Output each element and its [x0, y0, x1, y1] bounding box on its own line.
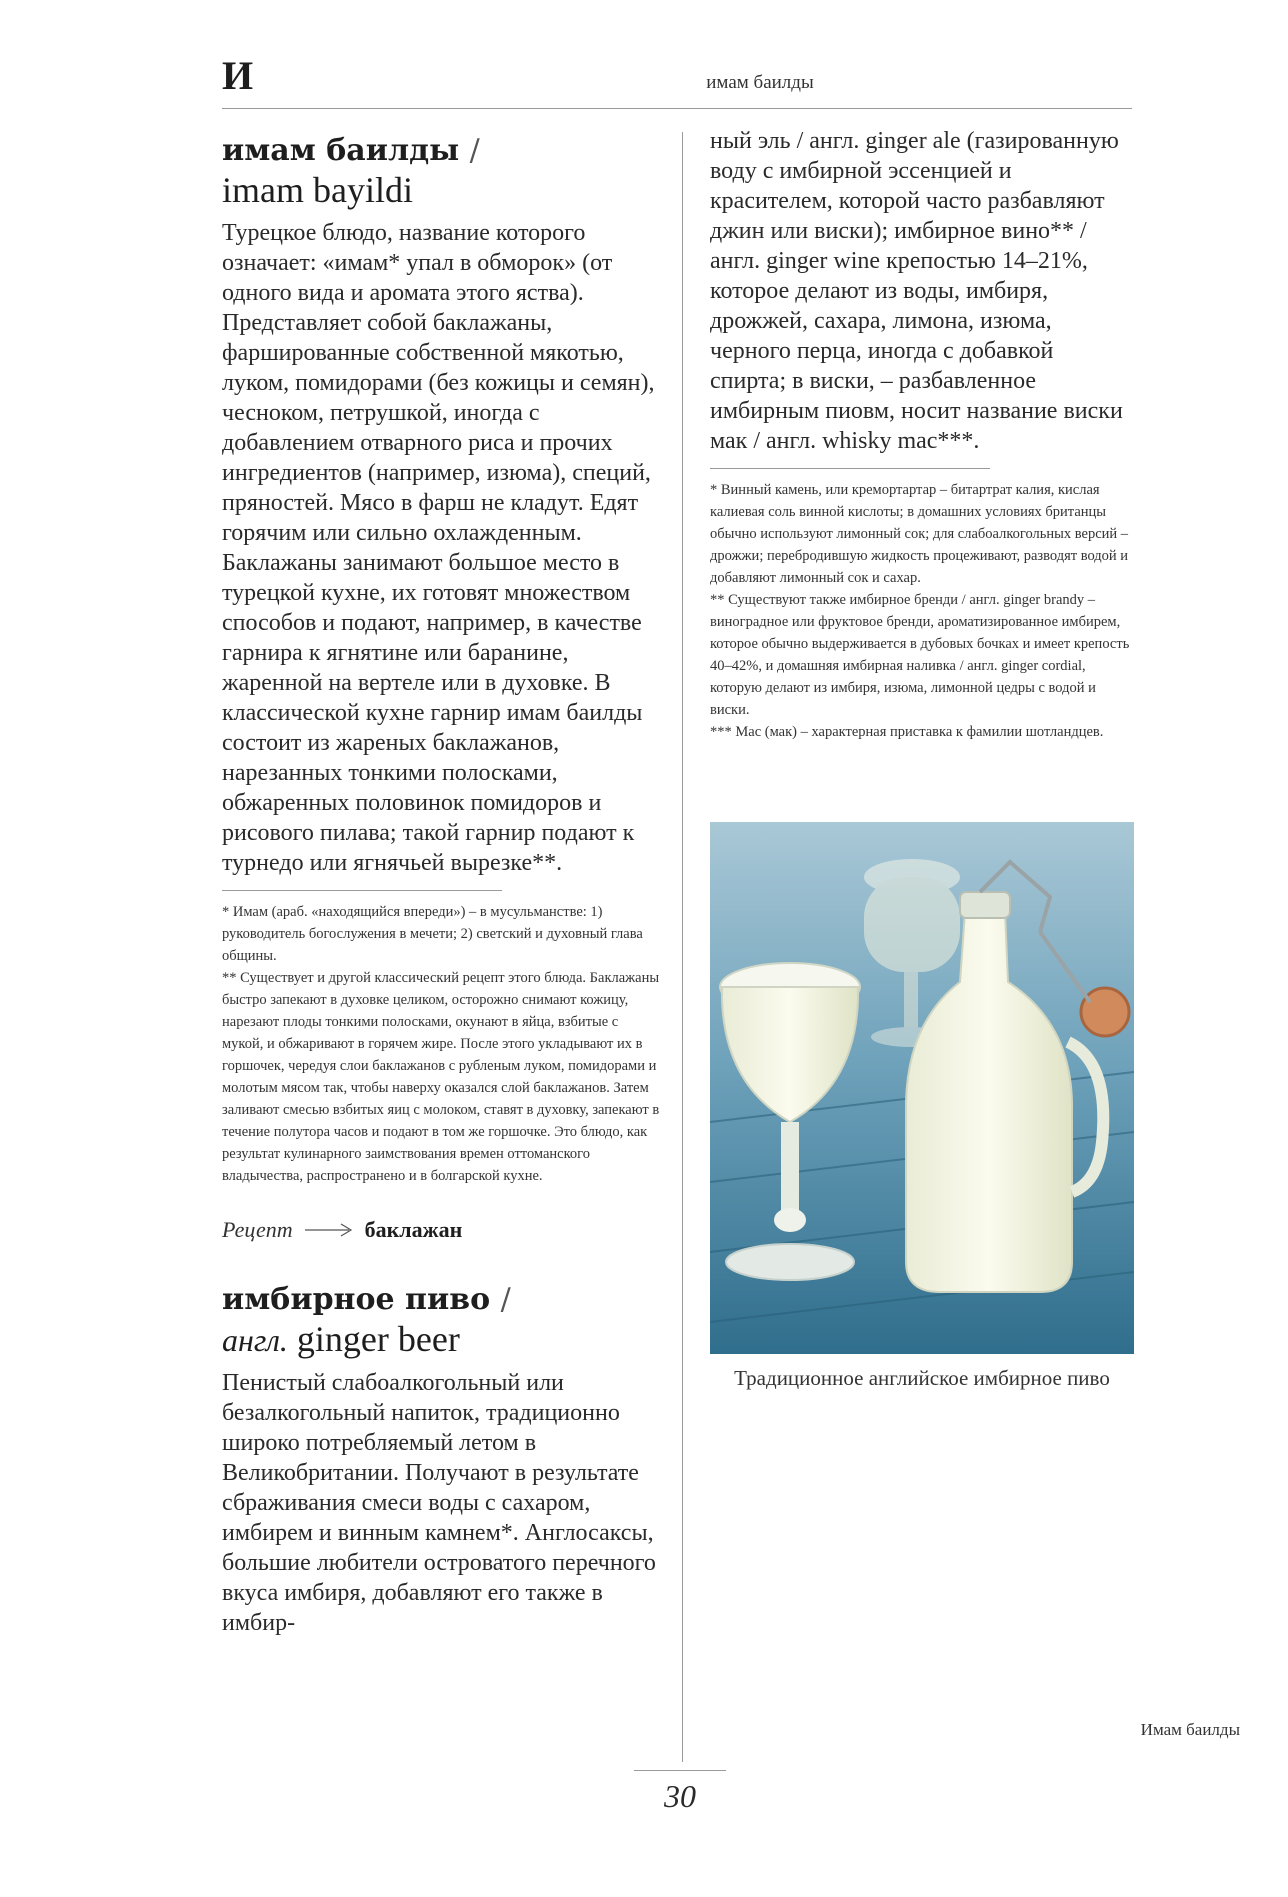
recipe-label: Рецепт [222, 1217, 293, 1242]
page-number: 30 [664, 1778, 696, 1814]
language-abbrev: англ. [222, 1322, 288, 1358]
photo-caption: Традиционное английское имбирное пиво [734, 1366, 1110, 1390]
section-letter: И [222, 53, 254, 98]
entry-body: Турецкое блюдо, название которого означает: «имам* упал в обморок» (от одного вида и аромата этого яства). Представляет собой баклажаны, фаршированные собственной мякотью, луком, помидорами (без кожицы и семян), чесноком, петрушкой, иногда с добавлением отварного риса и прочих ингредиентов (например, изюма), специй, пряностей. Мясо в фарш не кладут. Едят горячим или сильно охлажденным. Баклажаны занимают большое место в турецкой кухне, их готовят множеством способов и подают, например, в качестве гарнира к ягнятине или баранине, жаренной на вертеле или в духовке. В классической кухне гарнир имам баилды состоит из жареных баклажанов, нарезанных тонкими полосками, обжаренных половинок помидоров и рисового пилава; такой гарнир подают к турнедо или ягнячьей вырезке**. [222, 220, 655, 876]
footnote: * Винный камень, или кремортартар – битартрат калия, кислая калиевая соль винной кислоты; в домашних условиях британцы обычно используют лимонный сок; для слабоалкогольных версий – дрожжи; перебродившую жидкость процеживают, разводят водой и добавляют лимонный сок и сахар. [710, 482, 1129, 586]
recipe-reference[interactable] [222, 1217, 662, 1243]
entry-subtitle: imam bayildi [222, 170, 413, 210]
entry-title-imam-bayildi [222, 132, 662, 170]
title-slash: / [469, 133, 480, 168]
side-note: Имам баилды [1140, 1720, 1240, 1739]
footnote-rule [222, 890, 502, 891]
photo-illustration [710, 822, 1134, 1354]
recipe-target-link[interactable]: баклажан [364, 1217, 463, 1242]
running-head: имам баилды [706, 72, 814, 93]
footnote: *** Mac (мак) – характерная приставка к фамилии шотландцев. [710, 724, 1104, 740]
footnote: ** Существуют также имбирное бренди / англ. ginger brandy – виноградное или фруктовое бренди, ароматизированное имбирем, которое обычно выдерживается в дубовых бочках и имеет крепость 40–42%, и домашняя имбирная наливка / англ. ginger cordial, которую делают из имбиря, изюма, лимонной цедры с водой и виски. [710, 592, 1130, 718]
ginger-beer-photo [710, 822, 1134, 1354]
entry-body: Пенистый слабоалкогольный или безалкогольный напиток, традиционно широко потребляемый летом в Великобритании. Получают в результате сбраживания смеси воды с сахаром, имбирем и винным камнем*. Англосаксы, большие любители островатого перечного вкуса имбиря, добавляют его также в имбир- [222, 1370, 656, 1636]
right-column [710, 126, 1134, 743]
header-rule [222, 108, 1132, 109]
footnote: * Имам (араб. «находящийся впереди») – в мусульманстве: 1) руководитель богослужения в мечети; 2) светский и духовный глава общины. [222, 904, 643, 964]
term-original: ginger beer [296, 1319, 460, 1359]
entry-title-text: имам баилды [222, 133, 460, 168]
column-divider [682, 132, 683, 1762]
left-column [222, 132, 662, 1638]
title-slash: / [500, 1282, 511, 1317]
page-number-rule [634, 1770, 726, 1771]
entry-title-text: имбирное пиво [222, 1282, 491, 1317]
entry-body-continuation: ный эль / англ. ginger ale (газированную воду с имбирной эссенцией и красителем, которой часто разбавляют джин или виски); имбирное вино** / англ. ginger wine крепостью 14–21%, которое делают из воды, имбиря, дрожжей, сахара, лимона, изюма, черного перца, иногда с добавкой спирта; в виски, – разбавленное имбирным пиовм, носит название виски мак / англ. whisky mac***. [710, 128, 1123, 454]
arrow-right-icon [305, 1222, 353, 1238]
entry-subtitle [222, 1319, 662, 1360]
footnote-rule [710, 468, 990, 469]
footnote: ** Существует и другой классический рецепт этого блюда. Баклажаны быстро запекают в духовке целиком, осторожно снимают кожицу, нарезают плоды тонкими полосками, окунают в яйца, взбитые с мукой, и обжаривают в горячем жире. После этого укладывают их в горшочек, чередуя слои баклажанов с рубленым луком, помидорами и молотым мясом так, чтобы наверху оказался слой баклажанов. Затем заливают смесью взбитых яиц с молоком, ставят в духовку, запекают в течение полутора часов и подают в том же горшочке. Это блюдо, как результат кулинарного заимствования времен оттоманского владычества, распространено и в болгарской кухне. [222, 970, 660, 1184]
entry-title-ginger-beer [222, 1281, 662, 1319]
